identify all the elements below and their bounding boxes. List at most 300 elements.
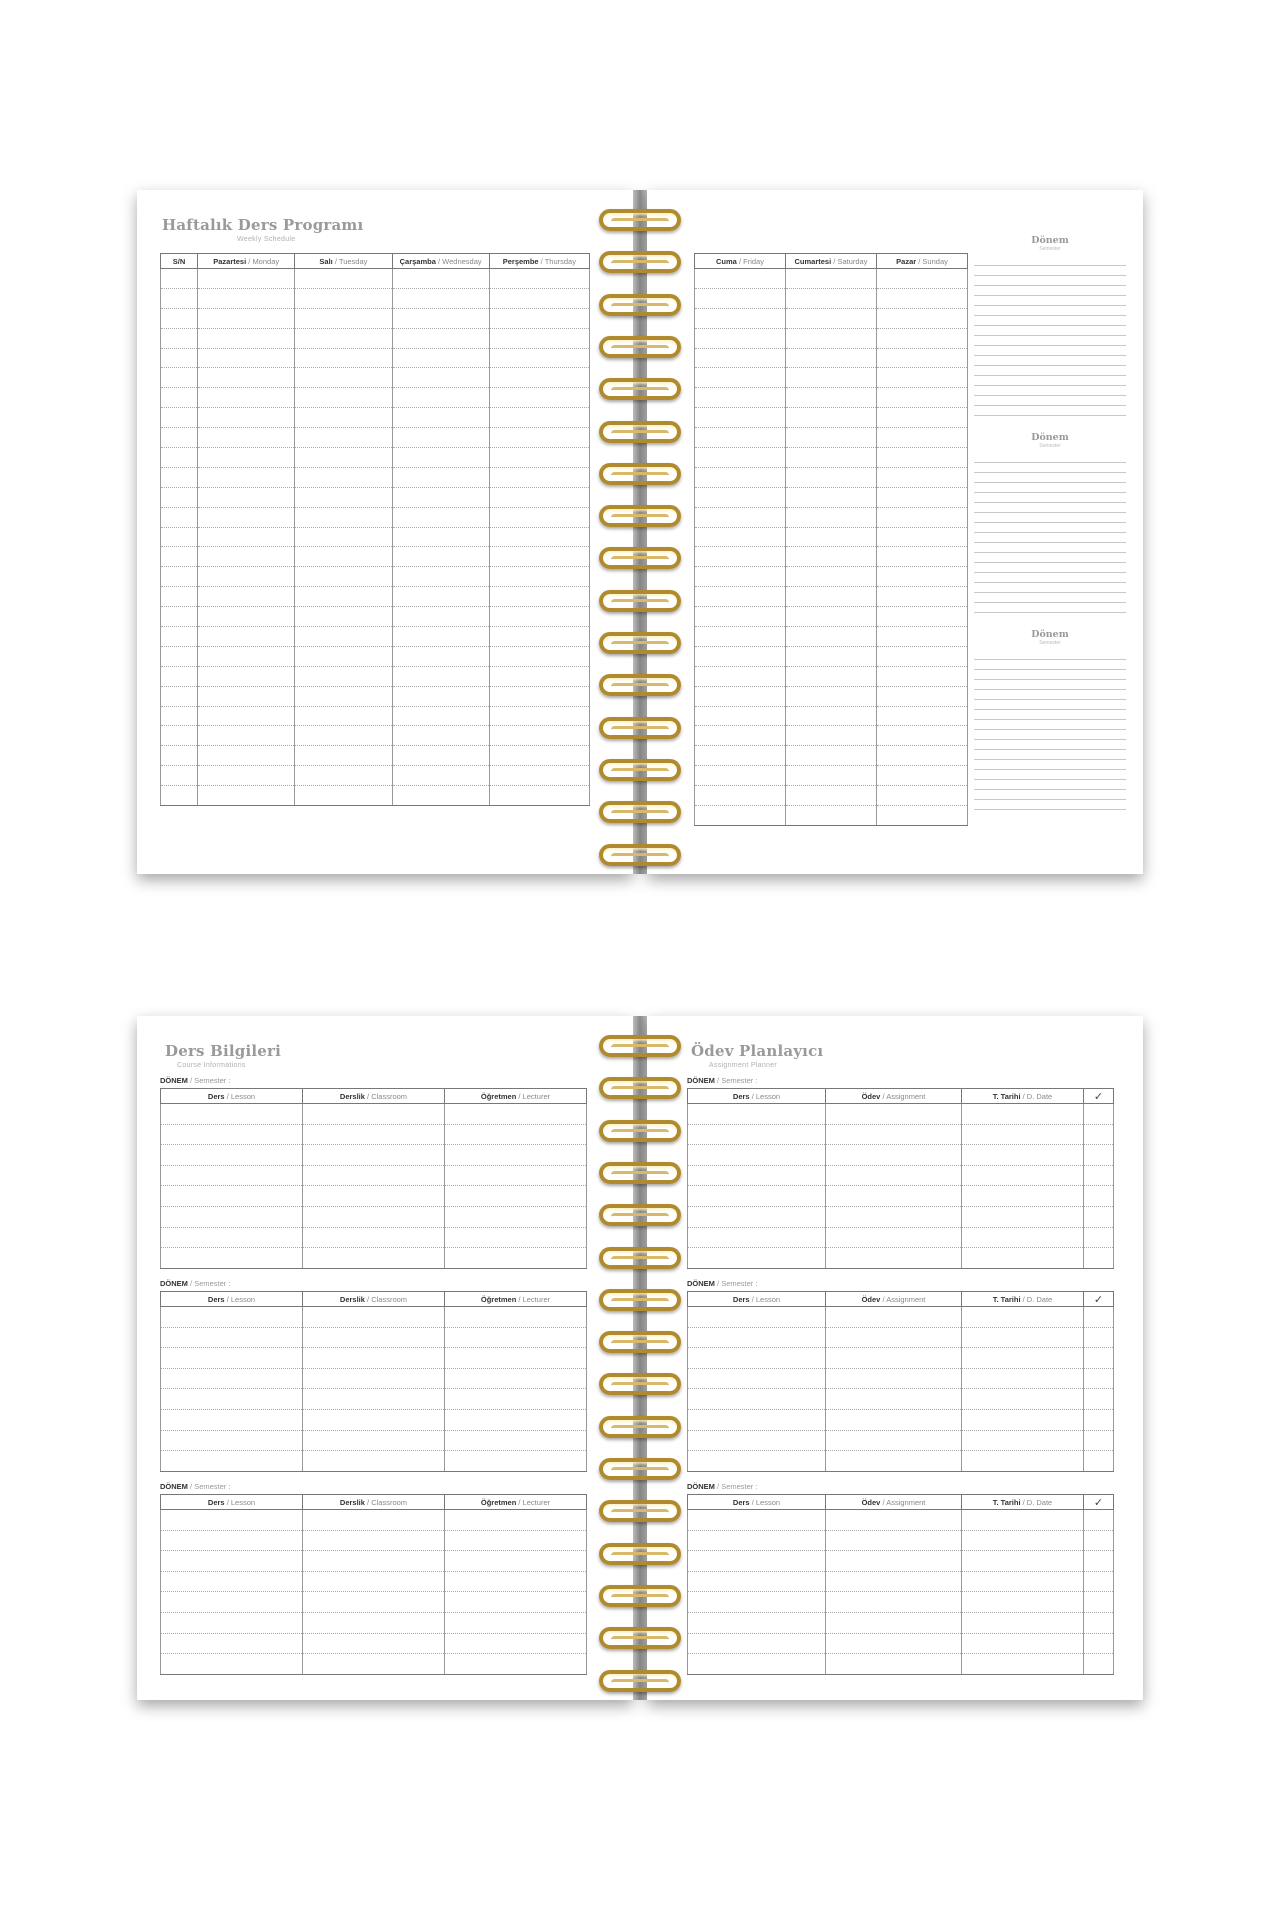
table-cell[interactable] <box>826 1612 962 1633</box>
table-cell[interactable] <box>962 1530 1084 1551</box>
table-cell[interactable] <box>826 1633 962 1654</box>
table-cell[interactable] <box>198 786 295 806</box>
table-cell[interactable] <box>1084 1124 1114 1145</box>
table-cell[interactable] <box>962 1430 1084 1451</box>
table-cell[interactable] <box>826 1186 962 1207</box>
table-cell[interactable] <box>161 308 198 328</box>
table-cell[interactable] <box>1084 1612 1114 1633</box>
table-cell[interactable] <box>198 487 295 507</box>
table-cell[interactable] <box>962 1409 1084 1430</box>
table-cell[interactable] <box>445 1124 587 1145</box>
table-cell[interactable] <box>962 1633 1084 1654</box>
table-cell[interactable] <box>161 527 198 547</box>
table-cell[interactable] <box>161 1451 303 1472</box>
note-line[interactable] <box>974 276 1126 286</box>
note-line[interactable] <box>974 603 1126 613</box>
table-cell[interactable] <box>786 547 877 567</box>
table-cell[interactable] <box>877 607 968 627</box>
table-cell[interactable] <box>1084 1389 1114 1410</box>
table-cell[interactable] <box>877 487 968 507</box>
table-cell[interactable] <box>695 288 786 308</box>
table-cell[interactable] <box>962 1104 1084 1125</box>
table-cell[interactable] <box>392 567 489 587</box>
note-line[interactable] <box>974 386 1126 396</box>
table-cell[interactable] <box>695 706 786 726</box>
table-cell[interactable] <box>489 686 589 706</box>
table-cell[interactable] <box>161 567 198 587</box>
table-cell[interactable] <box>161 1592 303 1613</box>
table-cell[interactable] <box>786 786 877 806</box>
table-cell[interactable] <box>1084 1248 1114 1269</box>
table-cell[interactable] <box>303 1551 445 1572</box>
table-cell[interactable] <box>445 1165 587 1186</box>
table-cell[interactable] <box>161 1348 303 1369</box>
table-cell[interactable] <box>445 1227 587 1248</box>
table-cell[interactable] <box>295 607 392 627</box>
table-cell[interactable] <box>695 507 786 527</box>
table-cell[interactable] <box>1084 1186 1114 1207</box>
note-line[interactable] <box>974 543 1126 553</box>
table-cell[interactable] <box>303 1510 445 1531</box>
table-cell[interactable] <box>198 627 295 647</box>
table-cell[interactable] <box>877 666 968 686</box>
table-cell[interactable] <box>392 786 489 806</box>
note-line[interactable] <box>974 326 1126 336</box>
note-line[interactable] <box>974 533 1126 543</box>
table-cell[interactable] <box>489 627 589 647</box>
table-cell[interactable] <box>877 448 968 468</box>
table-cell[interactable] <box>786 308 877 328</box>
table-cell[interactable] <box>826 1551 962 1572</box>
table-cell[interactable] <box>392 388 489 408</box>
table-cell[interactable] <box>198 646 295 666</box>
table-cell[interactable] <box>161 448 198 468</box>
table-cell[interactable] <box>489 348 589 368</box>
table-cell[interactable] <box>877 746 968 766</box>
table-cell[interactable] <box>695 348 786 368</box>
note-line[interactable] <box>974 376 1126 386</box>
table-cell[interactable] <box>161 1612 303 1633</box>
table-cell[interactable] <box>295 288 392 308</box>
table-cell[interactable] <box>445 1430 587 1451</box>
table-cell[interactable] <box>161 1551 303 1572</box>
table-cell[interactable] <box>688 1654 826 1675</box>
note-line[interactable] <box>974 790 1126 800</box>
table-cell[interactable] <box>303 1430 445 1451</box>
note-line[interactable] <box>974 730 1126 740</box>
table-cell[interactable] <box>489 786 589 806</box>
table-cell[interactable] <box>688 1104 826 1125</box>
table-cell[interactable] <box>786 706 877 726</box>
table-cell[interactable] <box>489 487 589 507</box>
table-cell[interactable] <box>786 408 877 428</box>
table-cell[interactable] <box>786 388 877 408</box>
table-cell[interactable] <box>161 288 198 308</box>
table-cell[interactable] <box>877 507 968 527</box>
table-cell[interactable] <box>489 766 589 786</box>
table-cell[interactable] <box>786 507 877 527</box>
table-cell[interactable] <box>688 1327 826 1348</box>
note-line[interactable] <box>974 306 1126 316</box>
table-cell[interactable] <box>489 308 589 328</box>
table-cell[interactable] <box>688 1430 826 1451</box>
note-line[interactable] <box>974 760 1126 770</box>
table-cell[interactable] <box>962 1165 1084 1186</box>
note-line[interactable] <box>974 483 1126 493</box>
table-cell[interactable] <box>1084 1145 1114 1166</box>
table-cell[interactable] <box>695 428 786 448</box>
note-line[interactable] <box>974 660 1126 670</box>
note-line[interactable] <box>974 406 1126 416</box>
table-cell[interactable] <box>688 1612 826 1633</box>
table-cell[interactable] <box>962 1612 1084 1633</box>
table-cell[interactable] <box>392 507 489 527</box>
table-cell[interactable] <box>392 627 489 647</box>
table-cell[interactable] <box>489 288 589 308</box>
table-cell[interactable] <box>877 766 968 786</box>
table-cell[interactable] <box>161 408 198 428</box>
table-cell[interactable] <box>688 1248 826 1269</box>
table-cell[interactable] <box>303 1327 445 1348</box>
table-cell[interactable] <box>295 308 392 328</box>
table-cell[interactable] <box>695 567 786 587</box>
table-cell[interactable] <box>962 1551 1084 1572</box>
table-cell[interactable] <box>826 1451 962 1472</box>
table-cell[interactable] <box>786 527 877 547</box>
table-cell[interactable] <box>786 806 877 826</box>
table-cell[interactable] <box>489 408 589 428</box>
table-cell[interactable] <box>445 1510 587 1531</box>
table-cell[interactable] <box>877 348 968 368</box>
table-cell[interactable] <box>786 428 877 448</box>
table-cell[interactable] <box>826 1124 962 1145</box>
table-cell[interactable] <box>445 1551 587 1572</box>
table-cell[interactable] <box>826 1227 962 1248</box>
table-cell[interactable] <box>161 1307 303 1328</box>
table-cell[interactable] <box>877 567 968 587</box>
table-cell[interactable] <box>786 368 877 388</box>
table-cell[interactable] <box>392 428 489 448</box>
table-cell[interactable] <box>1084 1227 1114 1248</box>
table-cell[interactable] <box>445 1571 587 1592</box>
table-cell[interactable] <box>877 288 968 308</box>
table-cell[interactable] <box>295 348 392 368</box>
table-cell[interactable] <box>295 547 392 567</box>
table-cell[interactable] <box>688 1348 826 1369</box>
table-cell[interactable] <box>303 1612 445 1633</box>
table-cell[interactable] <box>826 1165 962 1186</box>
note-line[interactable] <box>974 573 1126 583</box>
note-line[interactable] <box>974 463 1126 473</box>
table-cell[interactable] <box>392 368 489 388</box>
note-line[interactable] <box>974 670 1126 680</box>
table-cell[interactable] <box>489 507 589 527</box>
table-cell[interactable] <box>962 1307 1084 1328</box>
table-cell[interactable] <box>295 567 392 587</box>
table-cell[interactable] <box>695 308 786 328</box>
table-cell[interactable] <box>695 746 786 766</box>
table-cell[interactable] <box>445 1104 587 1125</box>
table-cell[interactable] <box>962 1654 1084 1675</box>
table-cell[interactable] <box>877 786 968 806</box>
table-cell[interactable] <box>786 467 877 487</box>
note-line[interactable] <box>974 396 1126 406</box>
table-cell[interactable] <box>303 1348 445 1369</box>
table-cell[interactable] <box>161 507 198 527</box>
table-cell[interactable] <box>688 1551 826 1572</box>
table-cell[interactable] <box>198 587 295 607</box>
table-cell[interactable] <box>877 587 968 607</box>
note-line[interactable] <box>974 513 1126 523</box>
note-line[interactable] <box>974 583 1126 593</box>
table-cell[interactable] <box>295 786 392 806</box>
table-cell[interactable] <box>962 1248 1084 1269</box>
note-line[interactable] <box>974 316 1126 326</box>
table-cell[interactable] <box>161 487 198 507</box>
table-cell[interactable] <box>392 348 489 368</box>
table-cell[interactable] <box>161 328 198 348</box>
table-cell[interactable] <box>445 1248 587 1269</box>
table-cell[interactable] <box>303 1104 445 1125</box>
table-cell[interactable] <box>445 1327 587 1348</box>
table-cell[interactable] <box>688 1389 826 1410</box>
table-cell[interactable] <box>198 686 295 706</box>
table-cell[interactable] <box>1084 1571 1114 1592</box>
table-cell[interactable] <box>786 587 877 607</box>
table-cell[interactable] <box>198 467 295 487</box>
table-cell[interactable] <box>688 1186 826 1207</box>
table-cell[interactable] <box>198 388 295 408</box>
table-cell[interactable] <box>295 726 392 746</box>
table-cell[interactable] <box>489 527 589 547</box>
table-cell[interactable] <box>445 1633 587 1654</box>
note-line[interactable] <box>974 346 1126 356</box>
table-cell[interactable] <box>161 1206 303 1227</box>
table-cell[interactable] <box>161 627 198 647</box>
table-cell[interactable] <box>161 1510 303 1531</box>
table-cell[interactable] <box>445 1307 587 1328</box>
table-cell[interactable] <box>489 388 589 408</box>
table-cell[interactable] <box>786 288 877 308</box>
table-cell[interactable] <box>161 666 198 686</box>
table-cell[interactable] <box>826 1307 962 1328</box>
table-cell[interactable] <box>445 1409 587 1430</box>
table-cell[interactable] <box>198 308 295 328</box>
table-cell[interactable] <box>962 1348 1084 1369</box>
table-cell[interactable] <box>877 368 968 388</box>
table-cell[interactable] <box>962 1227 1084 1248</box>
table-cell[interactable] <box>1084 1654 1114 1675</box>
note-line[interactable] <box>974 286 1126 296</box>
table-cell[interactable] <box>877 806 968 826</box>
table-cell[interactable] <box>161 388 198 408</box>
note-line[interactable] <box>974 366 1126 376</box>
table-cell[interactable] <box>962 1186 1084 1207</box>
table-cell[interactable] <box>198 348 295 368</box>
note-line[interactable] <box>974 650 1126 660</box>
table-cell[interactable] <box>688 1530 826 1551</box>
table-cell[interactable] <box>198 547 295 567</box>
table-cell[interactable] <box>826 1104 962 1125</box>
table-cell[interactable] <box>688 1124 826 1145</box>
table-cell[interactable] <box>295 706 392 726</box>
table-cell[interactable] <box>392 547 489 567</box>
table-cell[interactable] <box>303 1451 445 1472</box>
table-cell[interactable] <box>962 1327 1084 1348</box>
table-cell[interactable] <box>489 706 589 726</box>
table-cell[interactable] <box>489 328 589 348</box>
table-cell[interactable] <box>303 1530 445 1551</box>
table-cell[interactable] <box>161 1186 303 1207</box>
table-cell[interactable] <box>392 269 489 289</box>
note-line[interactable] <box>974 770 1126 780</box>
table-cell[interactable] <box>295 507 392 527</box>
table-cell[interactable] <box>826 1248 962 1269</box>
table-cell[interactable] <box>198 527 295 547</box>
table-cell[interactable] <box>161 786 198 806</box>
table-cell[interactable] <box>786 328 877 348</box>
table-cell[interactable] <box>392 328 489 348</box>
note-line[interactable] <box>974 256 1126 266</box>
table-cell[interactable] <box>161 726 198 746</box>
table-cell[interactable] <box>445 1186 587 1207</box>
table-cell[interactable] <box>695 766 786 786</box>
table-cell[interactable] <box>392 766 489 786</box>
note-line[interactable] <box>974 720 1126 730</box>
table-cell[interactable] <box>161 1654 303 1675</box>
table-cell[interactable] <box>445 1530 587 1551</box>
table-cell[interactable] <box>303 1571 445 1592</box>
table-cell[interactable] <box>695 388 786 408</box>
table-cell[interactable] <box>786 766 877 786</box>
table-cell[interactable] <box>786 726 877 746</box>
table-cell[interactable] <box>295 627 392 647</box>
table-cell[interactable] <box>392 487 489 507</box>
table-cell[interactable] <box>198 746 295 766</box>
note-line[interactable] <box>974 700 1126 710</box>
table-cell[interactable] <box>198 607 295 627</box>
table-cell[interactable] <box>161 1165 303 1186</box>
table-cell[interactable] <box>877 328 968 348</box>
table-cell[interactable] <box>392 686 489 706</box>
table-cell[interactable] <box>392 467 489 487</box>
note-line[interactable] <box>974 593 1126 603</box>
table-cell[interactable] <box>445 1451 587 1472</box>
table-cell[interactable] <box>295 448 392 468</box>
table-cell[interactable] <box>161 467 198 487</box>
table-cell[interactable] <box>392 666 489 686</box>
table-cell[interactable] <box>489 587 589 607</box>
table-cell[interactable] <box>695 408 786 428</box>
table-cell[interactable] <box>161 269 198 289</box>
table-cell[interactable] <box>161 1409 303 1430</box>
table-cell[interactable] <box>826 1327 962 1348</box>
note-line[interactable] <box>974 680 1126 690</box>
table-cell[interactable] <box>1084 1551 1114 1572</box>
table-cell[interactable] <box>962 1124 1084 1145</box>
table-cell[interactable] <box>161 587 198 607</box>
table-cell[interactable] <box>392 706 489 726</box>
table-cell[interactable] <box>786 348 877 368</box>
table-cell[interactable] <box>489 746 589 766</box>
table-cell[interactable] <box>695 487 786 507</box>
table-cell[interactable] <box>295 527 392 547</box>
table-cell[interactable] <box>489 448 589 468</box>
table-cell[interactable] <box>688 1206 826 1227</box>
table-cell[interactable] <box>295 587 392 607</box>
table-cell[interactable] <box>826 1592 962 1613</box>
table-cell[interactable] <box>295 428 392 448</box>
table-cell[interactable] <box>962 1510 1084 1531</box>
table-cell[interactable] <box>161 766 198 786</box>
table-cell[interactable] <box>826 1654 962 1675</box>
table-cell[interactable] <box>161 686 198 706</box>
table-cell[interactable] <box>161 348 198 368</box>
table-cell[interactable] <box>877 646 968 666</box>
table-cell[interactable] <box>198 448 295 468</box>
table-cell[interactable] <box>962 1389 1084 1410</box>
table-cell[interactable] <box>161 1389 303 1410</box>
table-cell[interactable] <box>295 368 392 388</box>
table-cell[interactable] <box>786 646 877 666</box>
table-cell[interactable] <box>161 646 198 666</box>
table-cell[interactable] <box>877 627 968 647</box>
table-cell[interactable] <box>392 646 489 666</box>
table-cell[interactable] <box>161 428 198 448</box>
table-cell[interactable] <box>161 746 198 766</box>
table-cell[interactable] <box>695 547 786 567</box>
table-cell[interactable] <box>962 1145 1084 1166</box>
table-cell[interactable] <box>877 308 968 328</box>
table-cell[interactable] <box>295 487 392 507</box>
table-cell[interactable] <box>688 1368 826 1389</box>
table-cell[interactable] <box>688 1510 826 1531</box>
table-cell[interactable] <box>445 1145 587 1166</box>
table-cell[interactable] <box>688 1592 826 1613</box>
table-cell[interactable] <box>303 1227 445 1248</box>
table-cell[interactable] <box>786 567 877 587</box>
table-cell[interactable] <box>161 1327 303 1348</box>
table-cell[interactable] <box>1084 1165 1114 1186</box>
table-cell[interactable] <box>303 1389 445 1410</box>
table-cell[interactable] <box>877 428 968 448</box>
table-cell[interactable] <box>198 726 295 746</box>
table-cell[interactable] <box>392 288 489 308</box>
note-line[interactable] <box>974 710 1126 720</box>
table-cell[interactable] <box>695 646 786 666</box>
table-cell[interactable] <box>786 269 877 289</box>
table-cell[interactable] <box>786 627 877 647</box>
table-cell[interactable] <box>161 368 198 388</box>
table-cell[interactable] <box>688 1165 826 1186</box>
table-cell[interactable] <box>198 288 295 308</box>
note-line[interactable] <box>974 266 1126 276</box>
table-cell[interactable] <box>1084 1510 1114 1531</box>
table-cell[interactable] <box>826 1145 962 1166</box>
table-cell[interactable] <box>1084 1307 1114 1328</box>
table-cell[interactable] <box>161 1227 303 1248</box>
table-cell[interactable] <box>826 1389 962 1410</box>
table-cell[interactable] <box>392 587 489 607</box>
table-cell[interactable] <box>826 1530 962 1551</box>
table-cell[interactable] <box>198 269 295 289</box>
table-cell[interactable] <box>198 507 295 527</box>
note-line[interactable] <box>974 473 1126 483</box>
table-cell[interactable] <box>303 1368 445 1389</box>
table-cell[interactable] <box>826 1430 962 1451</box>
table-cell[interactable] <box>695 806 786 826</box>
table-cell[interactable] <box>445 1654 587 1675</box>
